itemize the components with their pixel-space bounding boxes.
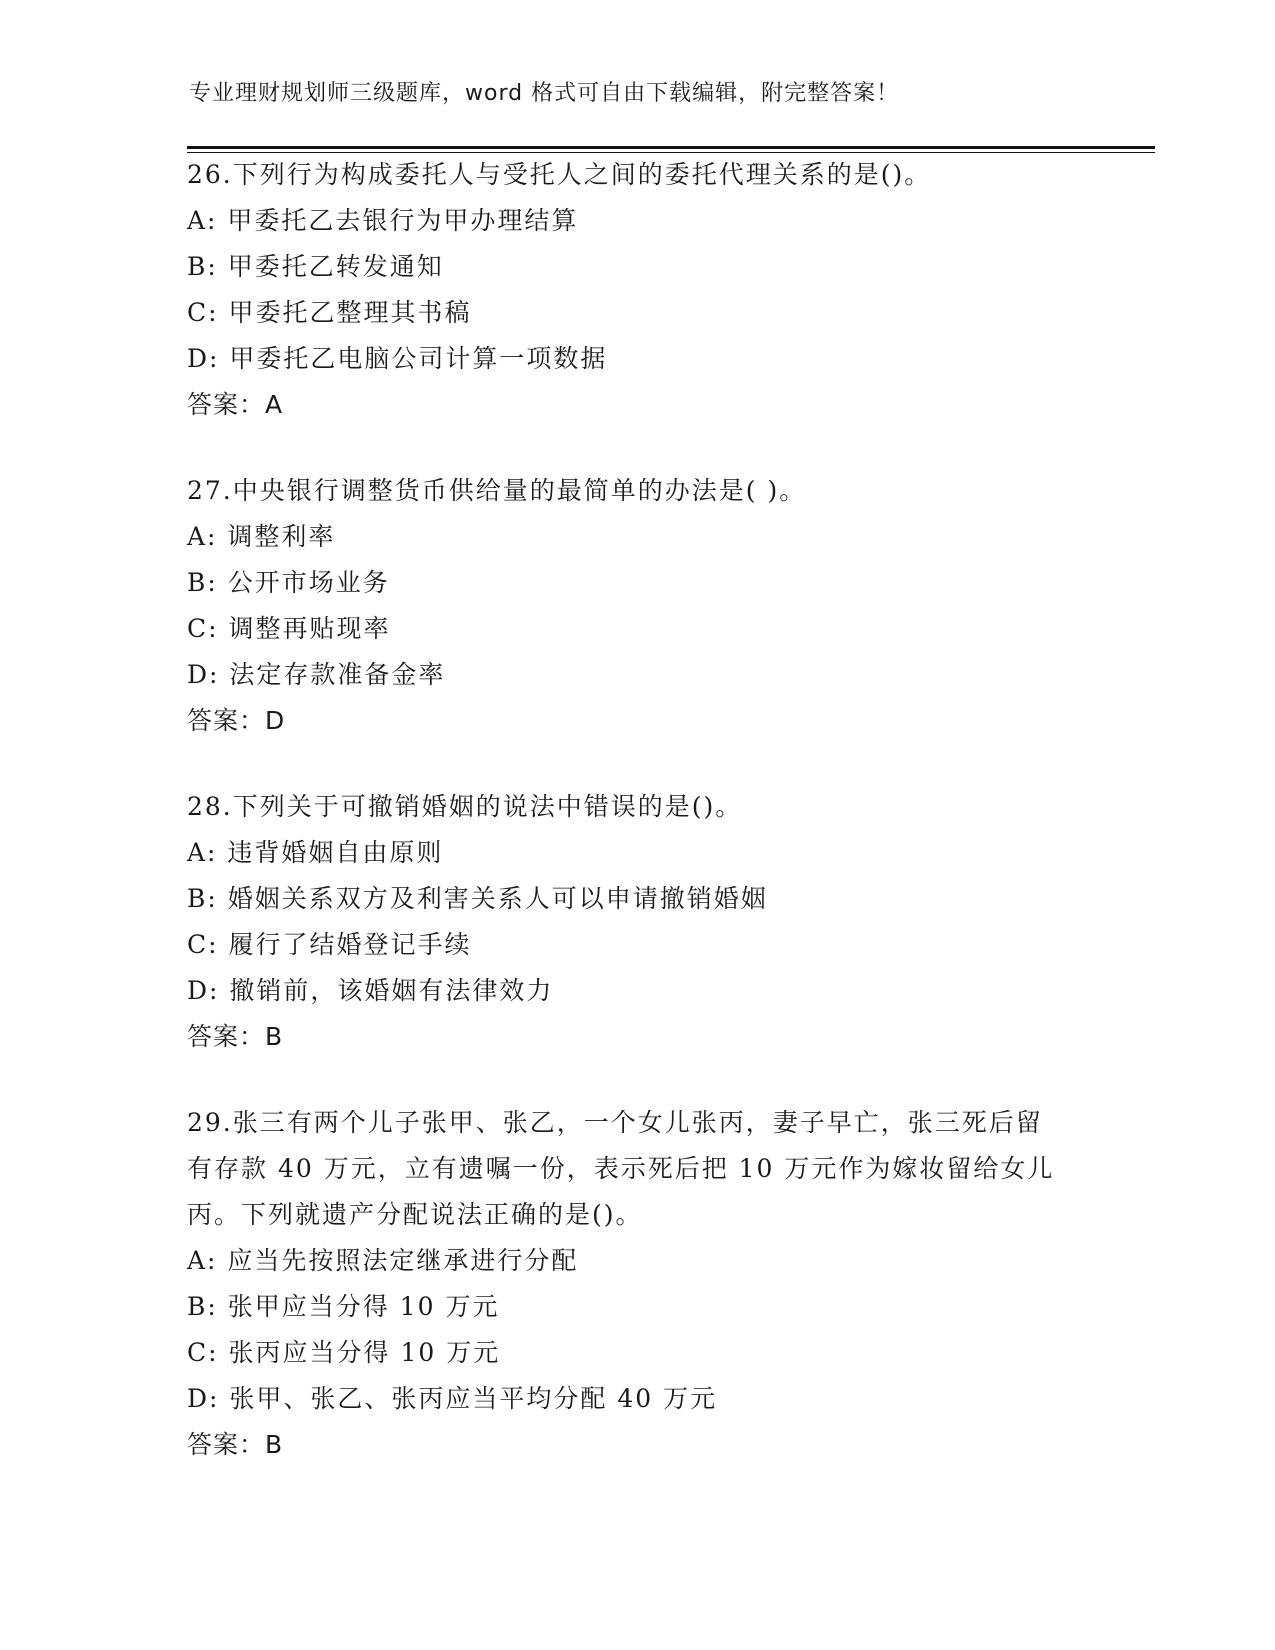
option-c: C: 甲委托乙整理其书稿 (187, 298, 472, 327)
option-a: A: 调整利率 (187, 522, 336, 551)
option-c: C: 履行了结婚登记手续 (187, 930, 472, 959)
option-d: D: 撤销前，该婚姻有法律效力 (187, 976, 554, 1005)
option-c: C: 张丙应当分得 10 万元 (187, 1338, 501, 1367)
answer: 答案：A (187, 390, 284, 419)
option-c: C: 调整再贴现率 (187, 614, 391, 643)
option-b: B: 甲委托乙转发通知 (187, 252, 444, 281)
option-a: A: 应当先按照法定继承进行分配 (187, 1246, 579, 1275)
question-29 (187, 1100, 1067, 1468)
option-d: D: 甲委托乙电脑公司计算一项数据 (187, 344, 608, 373)
answer: 答案：B (187, 1022, 284, 1051)
option-d: D: 张甲、张乙、张丙应当平均分配 40 万元 (187, 1384, 718, 1413)
option-b: B: 公开市场业务 (187, 568, 390, 597)
question-26 (187, 152, 1087, 428)
header-divider-thick (187, 146, 1155, 149)
question-27 (187, 468, 1087, 744)
option-a: A: 违背婚姻自由原则 (187, 838, 444, 867)
question-28 (187, 784, 1087, 1060)
question-stem: 28.下列关于可撤销婚姻的说法中错误的是()。 (187, 792, 743, 821)
option-a: A: 甲委托乙去银行为甲办理结算 (187, 206, 579, 235)
option-b: B: 张甲应当分得 10 万元 (187, 1292, 500, 1321)
option-b: B: 婚姻关系双方及利害关系人可以申请撤销婚姻 (187, 884, 768, 913)
option-d: D: 法定存款准备金率 (187, 660, 446, 689)
page-header: 专业理财规划师三级题库，word 格式可自由下载编辑，附完整答案！ (189, 81, 900, 106)
question-stem: 29.张三有两个儿子张甲、张乙，一个女儿张丙，妻子早亡，张三死后留有存款 40 万元，立有遗嘱一份，表示死后把 10 万元作为嫁妆留给女儿丙。下列就遗产分配说法正确的是()。 (187, 1108, 1055, 1229)
answer: 答案：D (187, 706, 286, 735)
question-stem: 27.中央银行调整货币供给量的最简单的办法是( )。 (187, 476, 807, 505)
answer: 答案：B (187, 1430, 284, 1459)
question-stem: 26.下列行为构成委托人与受托人之间的委托代理关系的是()。 (187, 160, 932, 189)
